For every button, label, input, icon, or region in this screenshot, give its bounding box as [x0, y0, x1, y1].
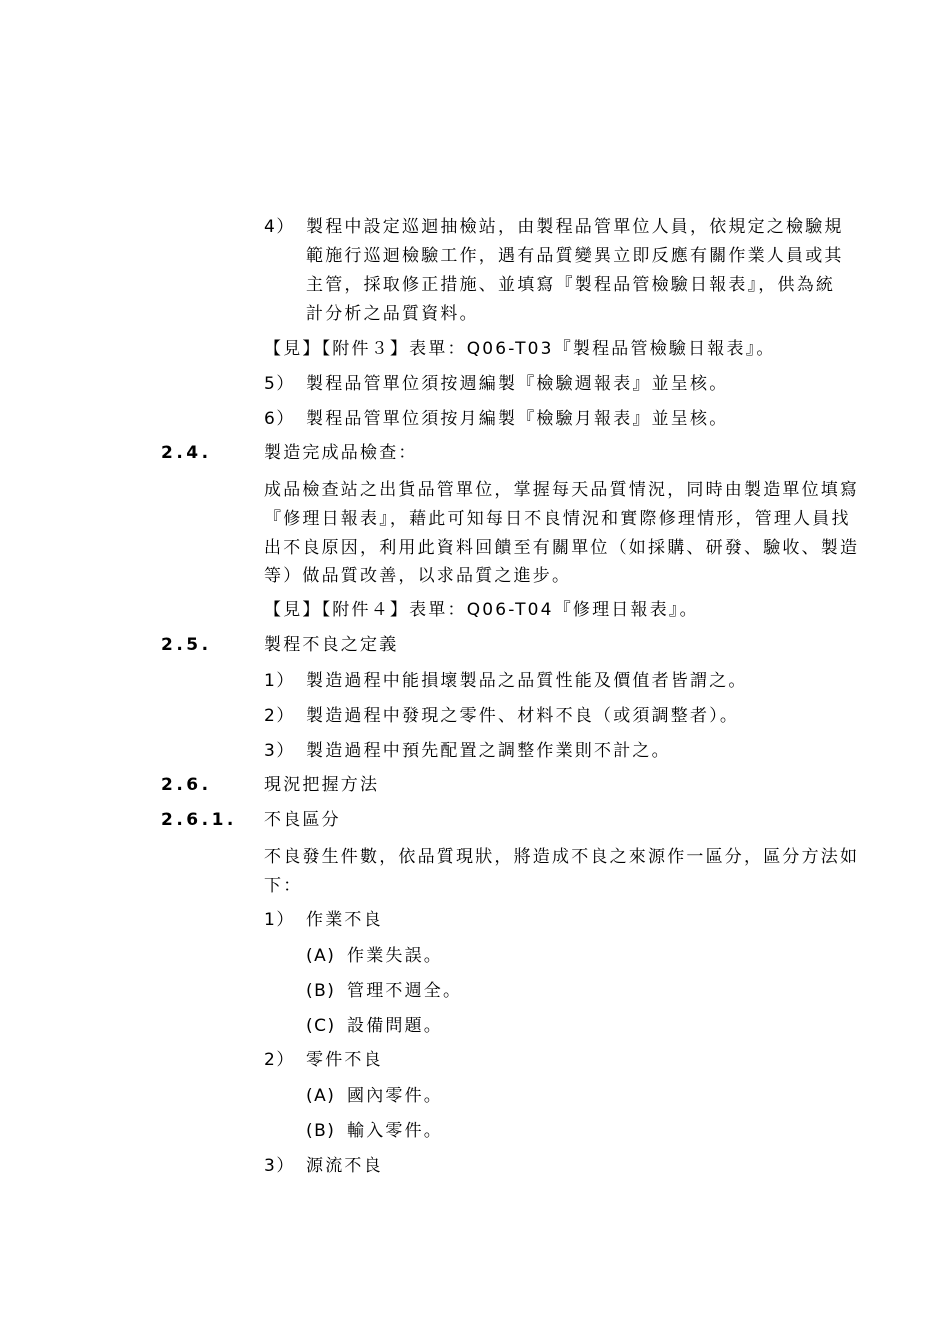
list-number: 3）	[264, 1156, 295, 1176]
paragraph-line: 成品檢查站之出貨品管單位，掌握每天品質情況，同時由製造單位填寫	[264, 480, 860, 500]
paragraph-line: 主管，採取修正措施、並填寫『製程品管檢驗日報表』，供為統	[306, 275, 836, 295]
sub-item-letter: (B)	[306, 981, 336, 1001]
paragraph-line: 範施行巡迴檢驗工作，遇有品質變異立即反應有關作業人員或其	[306, 246, 844, 266]
paragraph-line: 等）做品質改善，以求品質之進步。	[264, 566, 572, 586]
paragraph-line: 出不良原因，利用此資料回饋至有關單位（如採購、研發、驗收、製造	[264, 538, 860, 558]
list-number: 3）	[264, 741, 295, 761]
sub-item-letter: (C)	[306, 1016, 336, 1036]
paragraph-line: 不良發生件數，依品質現狀，將造成不良之來源作一區分，區分方法如	[264, 847, 860, 867]
list-number: 1）	[264, 671, 295, 691]
sub-item-text: 作業失誤。	[347, 946, 443, 966]
attachment-reference: 【見】【附件４】表單：Q06-T04『修理日報表』。	[264, 600, 699, 620]
list-item-text: 製程品管單位須按月編製『檢驗月報表』並呈核。	[306, 409, 729, 429]
sub-item-text: 管理不週全。	[347, 981, 463, 1001]
paragraph-line: 計分析之品質資料。	[306, 304, 479, 324]
section-number: 2.6.	[161, 775, 212, 795]
list-number: 2）	[264, 1050, 295, 1070]
section-title: 製造完成品檢查：	[264, 443, 418, 463]
section-title: 製程不良之定義	[264, 635, 399, 655]
list-number: 1）	[264, 910, 295, 930]
section-number: 2.5.	[161, 635, 212, 655]
list-item-text: 製造過程中發現之零件、材料不良（或須調整者）。	[306, 706, 740, 726]
sub-item-letter: (B)	[306, 1121, 336, 1141]
list-item-text: 源流不良	[306, 1156, 383, 1176]
paragraph-line: 『修理日報表』，藉此可知每日不良情況和實際修理情形，管理人員找	[264, 509, 851, 529]
sub-item-letter: (A)	[306, 946, 336, 966]
list-number: 5）	[264, 374, 295, 394]
subsection-title: 不良區分	[264, 810, 341, 830]
sub-item-text: 設備問題。	[347, 1016, 443, 1036]
section-title: 現況把握方法	[264, 775, 380, 795]
attachment-reference: 【見】【附件３】表單：Q06-T03『製程品管檢驗日報表』。	[264, 339, 776, 359]
sub-item-text: 國內零件。	[347, 1086, 443, 1106]
sub-item-letter: (A)	[306, 1086, 336, 1106]
list-number: 6）	[264, 409, 295, 429]
list-number: 4）	[264, 217, 295, 237]
subsection-number: 2.6.1.	[161, 810, 237, 830]
paragraph-line: 下：	[264, 876, 303, 896]
list-item-text: 作業不良	[306, 910, 383, 930]
list-item-text: 零件不良	[306, 1050, 383, 1070]
section-number: 2.4.	[161, 443, 212, 463]
list-item-text: 製程品管單位須按週編製『檢驗週報表』並呈核。	[306, 374, 729, 394]
list-item-text: 製造過程中預先配置之調整作業則不計之。	[306, 741, 671, 761]
list-item-text: 製造過程中能損壞製品之品質性能及價值者皆謂之。	[306, 671, 748, 691]
list-number: 2）	[264, 706, 295, 726]
sub-item-text: 輸入零件。	[347, 1121, 443, 1141]
paragraph-line: 製程中設定巡迴抽檢站，由製程品管單位人員，依規定之檢驗規	[306, 217, 844, 237]
